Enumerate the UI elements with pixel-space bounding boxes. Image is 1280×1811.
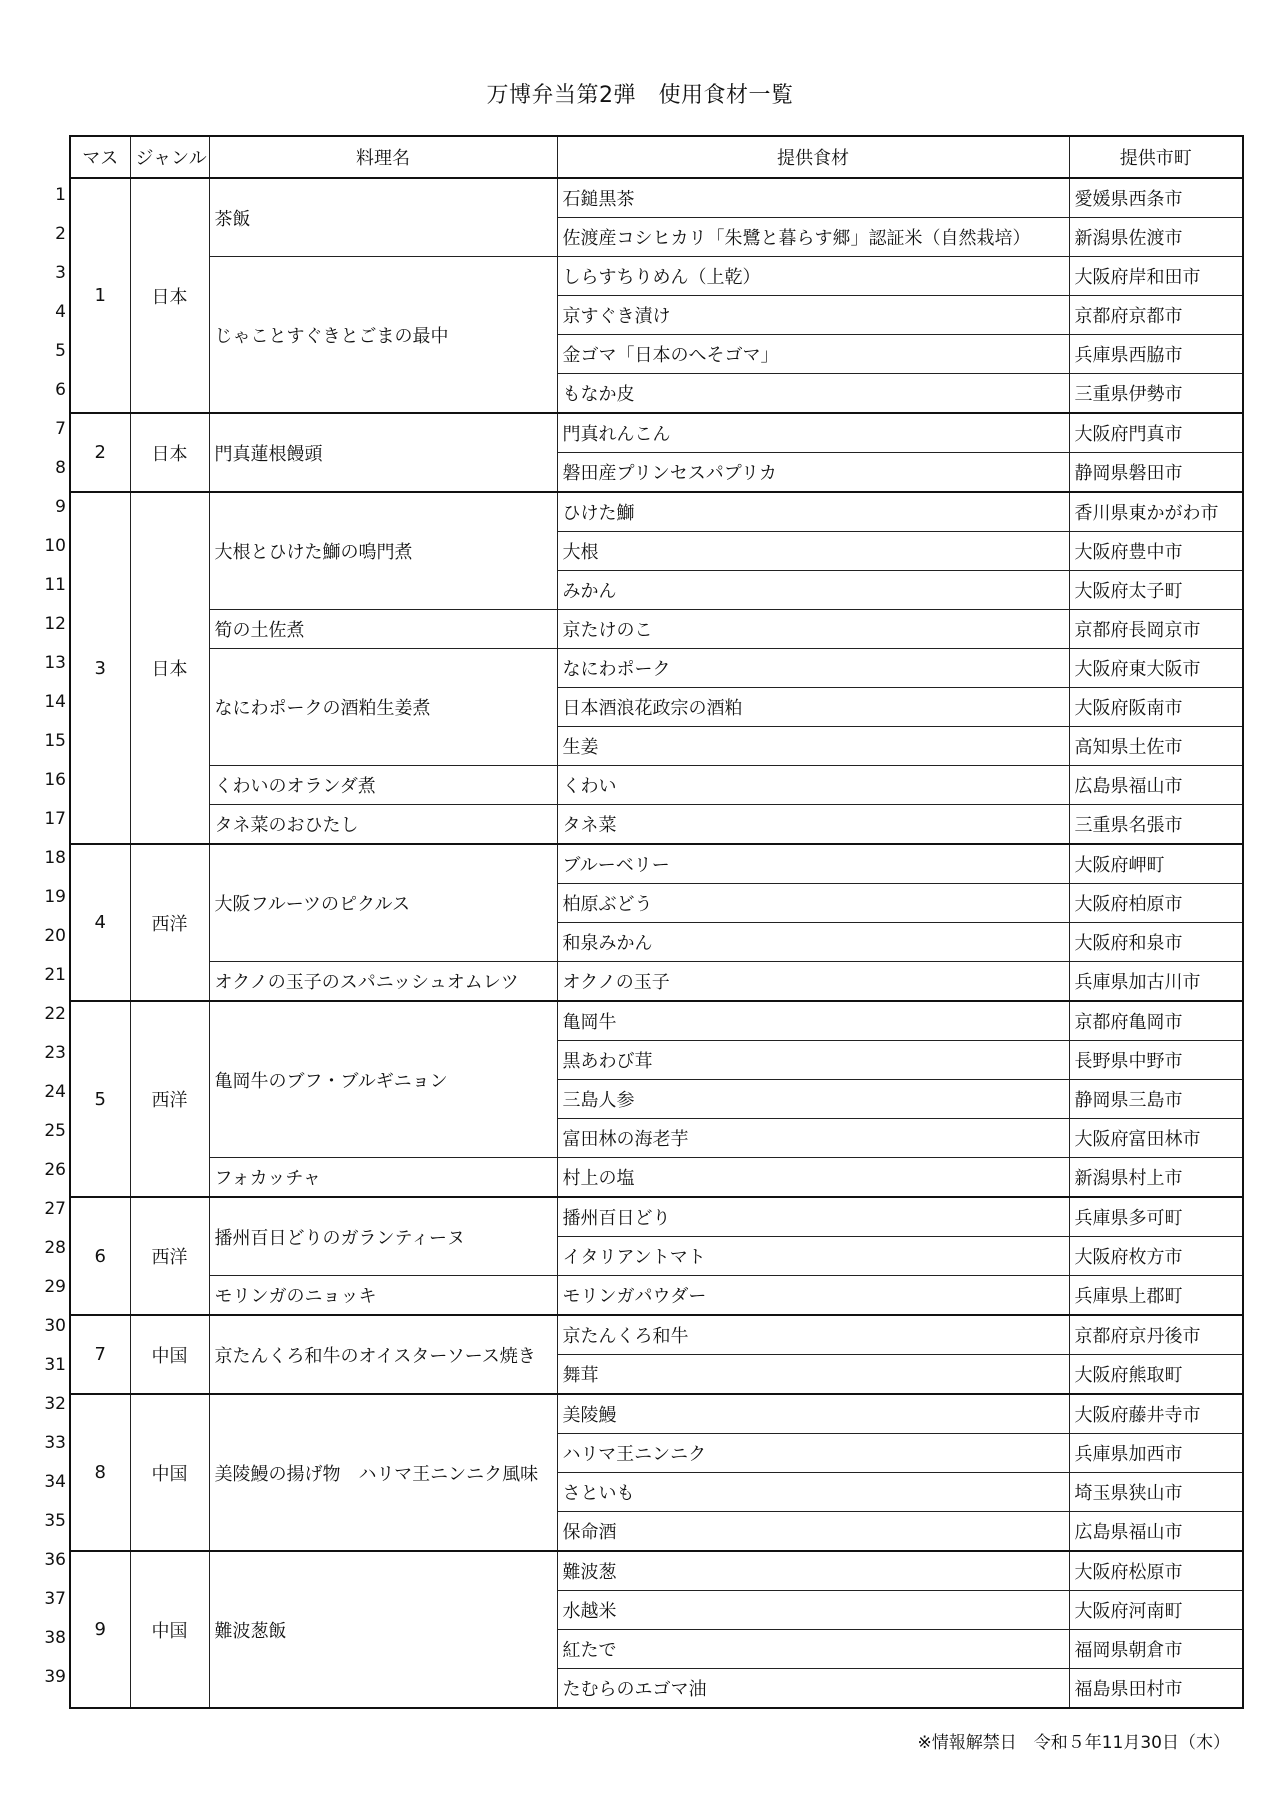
table-row: [70, 492, 1243, 532]
header-masu: マス: [70, 136, 130, 178]
ingredient-cell: 富田林の海老芋: [557, 1119, 1069, 1158]
origin-cell: 大阪府阪南市: [1069, 688, 1243, 727]
table-row: [70, 610, 1243, 649]
origin-cell: 京都府長岡京市: [1069, 610, 1243, 649]
row-number: 23: [44, 1043, 66, 1063]
ingredient-cell: さといも: [557, 1473, 1069, 1512]
page-title: 万博弁当第2弾 使用食材一覧: [486, 83, 794, 108]
masu-cell: 5: [70, 1001, 130, 1197]
origin-cell: 埼玉県狭山市: [1069, 1473, 1243, 1512]
ingredient-cell: イタリアントマト: [557, 1237, 1069, 1276]
origin-cell: 兵庫県上郡町: [1069, 1276, 1243, 1316]
ingredient-cell: たむらのエゴマ油: [557, 1669, 1069, 1709]
dish-cell: 美陵鰻の揚げ物 ハリマ王ニンニク風味: [209, 1394, 557, 1551]
row-number: 5: [55, 341, 66, 361]
masu-cell: 6: [70, 1197, 130, 1315]
ingredient-cell: 石鎚黒茶: [557, 178, 1069, 218]
ingredient-cell: 紅たで: [557, 1630, 1069, 1669]
table-row: [70, 257, 1243, 296]
genre-cell: 西洋: [130, 844, 209, 1001]
origin-cell: 大阪府和泉市: [1069, 923, 1243, 962]
dish-cell: じゃことすぐきとごまの最中: [209, 257, 557, 414]
origin-cell: 大阪府河南町: [1069, 1591, 1243, 1630]
origin-cell: 京都府京都市: [1069, 296, 1243, 335]
row-number: 3: [55, 263, 66, 283]
row-number: 14: [44, 692, 66, 712]
ingredient-cell: 播州百日どり: [557, 1197, 1069, 1237]
ingredient-cell: 金ゴマ「日本のへそゴマ」: [557, 335, 1069, 374]
row-number: 24: [44, 1082, 66, 1102]
table-row: [70, 649, 1243, 688]
ingredient-cell: 京たんくろ和牛: [557, 1315, 1069, 1355]
ingredient-cell: 黒あわび茸: [557, 1041, 1069, 1080]
origin-cell: 大阪府富田林市: [1069, 1119, 1243, 1158]
origin-cell: 香川県東かがわ市: [1069, 492, 1243, 532]
origin-cell: 静岡県磐田市: [1069, 453, 1243, 493]
table-row: [70, 1315, 1243, 1355]
genre-cell: 西洋: [130, 1001, 209, 1197]
ingredient-cell: 磐田産プリンセスパプリカ: [557, 453, 1069, 493]
row-number: 31: [44, 1355, 66, 1375]
row-number: 1: [55, 185, 66, 205]
table-row: [70, 805, 1243, 845]
origin-cell: 大阪府豊中市: [1069, 532, 1243, 571]
row-number: 33: [44, 1433, 66, 1453]
ingredient-cell: 難波葱: [557, 1551, 1069, 1591]
row-number: 38: [44, 1628, 66, 1648]
table-row: [70, 178, 1243, 218]
row-number: 30: [44, 1316, 66, 1336]
origin-cell: 京都府亀岡市: [1069, 1001, 1243, 1041]
origin-cell: 大阪府松原市: [1069, 1551, 1243, 1591]
ingredient-cell: 三島人参: [557, 1080, 1069, 1119]
ingredient-cell: 京すぐき漬け: [557, 296, 1069, 335]
row-number: 39: [44, 1667, 66, 1687]
origin-cell: 大阪府枚方市: [1069, 1237, 1243, 1276]
ingredient-cell: 保命酒: [557, 1512, 1069, 1552]
dish-cell: 京たんくろ和牛のオイスターソース焼き: [209, 1315, 557, 1394]
row-number: 16: [44, 770, 66, 790]
row-number: 8: [55, 458, 66, 478]
row-number: 15: [44, 731, 66, 751]
ingredient-cell: モリンガパウダー: [557, 1276, 1069, 1316]
dish-cell: 播州百日どりのガランティーヌ: [209, 1197, 557, 1276]
table-row: [70, 1197, 1243, 1237]
row-number: 28: [44, 1238, 66, 1258]
ingredient-cell: 大根: [557, 532, 1069, 571]
row-number: 21: [44, 965, 66, 985]
row-number: 17: [44, 809, 66, 829]
row-number: 32: [44, 1394, 66, 1414]
row-number: 6: [55, 380, 66, 400]
dish-cell: 難波葱飯: [209, 1551, 557, 1708]
row-number: 13: [44, 653, 66, 673]
masu-cell: 8: [70, 1394, 130, 1551]
dish-cell: モリンガのニョッキ: [209, 1276, 557, 1316]
header-origin: 提供市町: [1069, 136, 1243, 178]
dish-cell: フォカッチャ: [209, 1158, 557, 1198]
dish-cell: 門真蓮根饅頭: [209, 413, 557, 492]
embargo-note: ※情報解禁日 令和５年11月30日（木）: [917, 1733, 1230, 1753]
origin-cell: 京都府京丹後市: [1069, 1315, 1243, 1355]
dish-cell: なにわポークの酒粕生姜煮: [209, 649, 557, 766]
row-number: 4: [55, 302, 66, 322]
masu-cell: 7: [70, 1315, 130, 1394]
table-row: [70, 1158, 1243, 1198]
ingredient-cell: 舞茸: [557, 1355, 1069, 1395]
genre-cell: 日本: [130, 178, 209, 413]
header-genre: ジャンル: [130, 136, 209, 178]
ingredient-cell: 生姜: [557, 727, 1069, 766]
origin-cell: 高知県土佐市: [1069, 727, 1243, 766]
row-number: 18: [44, 848, 66, 868]
genre-cell: 中国: [130, 1394, 209, 1551]
origin-cell: 三重県名張市: [1069, 805, 1243, 845]
origin-cell: 大阪府岬町: [1069, 844, 1243, 884]
origin-cell: 新潟県村上市: [1069, 1158, 1243, 1198]
dish-cell: オクノの玉子のスパニッシュオムレツ: [209, 962, 557, 1002]
ingredients-table: [69, 135, 1244, 1709]
row-number: 34: [44, 1472, 66, 1492]
origin-cell: 広島県福山市: [1069, 766, 1243, 805]
masu-cell: 2: [70, 413, 130, 492]
ingredient-cell: 柏原ぶどう: [557, 884, 1069, 923]
origin-cell: 大阪府藤井寺市: [1069, 1394, 1243, 1434]
dish-cell: 茶飯: [209, 178, 557, 257]
origin-cell: 兵庫県加西市: [1069, 1434, 1243, 1473]
ingredient-cell: くわい: [557, 766, 1069, 805]
ingredient-cell: 美陵鰻: [557, 1394, 1069, 1434]
row-number: 26: [44, 1160, 66, 1180]
origin-cell: 新潟県佐渡市: [1069, 218, 1243, 257]
masu-cell: 9: [70, 1551, 130, 1708]
origin-cell: 大阪府東大阪市: [1069, 649, 1243, 688]
table-row: [70, 1276, 1243, 1316]
ingredient-cell: 水越米: [557, 1591, 1069, 1630]
genre-cell: 日本: [130, 492, 209, 844]
origin-cell: 兵庫県加古川市: [1069, 962, 1243, 1002]
row-number: 25: [44, 1121, 66, 1141]
ingredient-cell: しらすちりめん（上乾）: [557, 257, 1069, 296]
table-row: [70, 1551, 1243, 1591]
row-number: 7: [55, 419, 66, 439]
ingredient-cell: みかん: [557, 571, 1069, 610]
origin-cell: 大阪府岸和田市: [1069, 257, 1243, 296]
row-number: 9: [55, 497, 66, 517]
origin-cell: 福岡県朝倉市: [1069, 1630, 1243, 1669]
dish-cell: 大阪フルーツのピクルス: [209, 844, 557, 962]
origin-cell: 三重県伊勢市: [1069, 374, 1243, 414]
dish-cell: 大根とひけた鰤の鳴門煮: [209, 492, 557, 610]
table-row: [70, 1001, 1243, 1041]
table-body: [70, 178, 1243, 1708]
header-row: [70, 136, 1243, 178]
table-row: [70, 413, 1243, 453]
row-number: 10: [44, 536, 66, 556]
genre-cell: 中国: [130, 1551, 209, 1708]
row-number: 35: [44, 1511, 66, 1531]
genre-cell: 西洋: [130, 1197, 209, 1315]
dish-cell: 亀岡牛のブフ・ブルギニョン: [209, 1001, 557, 1158]
ingredient-cell: ひけた鰤: [557, 492, 1069, 532]
masu-cell: 3: [70, 492, 130, 844]
origin-cell: 大阪府柏原市: [1069, 884, 1243, 923]
row-number: 11: [44, 575, 66, 595]
row-number: 19: [44, 887, 66, 907]
origin-cell: 大阪府熊取町: [1069, 1355, 1243, 1395]
table-row: [70, 844, 1243, 884]
dish-cell: タネ菜のおひたし: [209, 805, 557, 845]
ingredient-cell: ブルーベリー: [557, 844, 1069, 884]
origin-cell: 大阪府太子町: [1069, 571, 1243, 610]
ingredient-cell: ハリマ王ニンニク: [557, 1434, 1069, 1473]
ingredient-cell: 佐渡産コシヒカリ「朱鷺と暮らす郷」認証米（自然栽培）: [557, 218, 1069, 257]
ingredient-cell: 京たけのこ: [557, 610, 1069, 649]
header-ingredient: 提供食材: [557, 136, 1069, 178]
origin-cell: 福島県田村市: [1069, 1669, 1243, 1709]
dish-cell: 筍の土佐煮: [209, 610, 557, 649]
masu-cell: 1: [70, 178, 130, 413]
row-number: 29: [44, 1277, 66, 1297]
origin-cell: 大阪府門真市: [1069, 413, 1243, 453]
ingredient-cell: 亀岡牛: [557, 1001, 1069, 1041]
table-row: [70, 962, 1243, 1002]
row-number: 20: [44, 926, 66, 946]
table-row: [70, 1394, 1243, 1434]
row-number: 12: [44, 614, 66, 634]
ingredient-cell: オクノの玉子: [557, 962, 1069, 1002]
origin-cell: 静岡県三島市: [1069, 1080, 1243, 1119]
origin-cell: 兵庫県西脇市: [1069, 335, 1243, 374]
genre-cell: 中国: [130, 1315, 209, 1394]
origin-cell: 長野県中野市: [1069, 1041, 1243, 1080]
row-number: 22: [44, 1004, 66, 1024]
origin-cell: 愛媛県西条市: [1069, 178, 1243, 218]
origin-cell: 兵庫県多可町: [1069, 1197, 1243, 1237]
origin-cell: 広島県福山市: [1069, 1512, 1243, 1552]
row-number: 2: [55, 224, 66, 244]
ingredient-cell: もなか皮: [557, 374, 1069, 414]
ingredient-cell: 和泉みかん: [557, 923, 1069, 962]
ingredient-cell: なにわポーク: [557, 649, 1069, 688]
header-dish: 料理名: [209, 136, 557, 178]
ingredient-cell: 門真れんこん: [557, 413, 1069, 453]
row-number: 27: [44, 1199, 66, 1219]
dish-cell: くわいのオランダ煮: [209, 766, 557, 805]
masu-cell: 4: [70, 844, 130, 1001]
ingredient-cell: 村上の塩: [557, 1158, 1069, 1198]
ingredient-cell: 日本酒浪花政宗の酒粕: [557, 688, 1069, 727]
table-row: [70, 766, 1243, 805]
genre-cell: 日本: [130, 413, 209, 492]
ingredient-cell: タネ菜: [557, 805, 1069, 845]
row-number: 36: [44, 1550, 66, 1570]
row-number: 37: [44, 1589, 66, 1609]
